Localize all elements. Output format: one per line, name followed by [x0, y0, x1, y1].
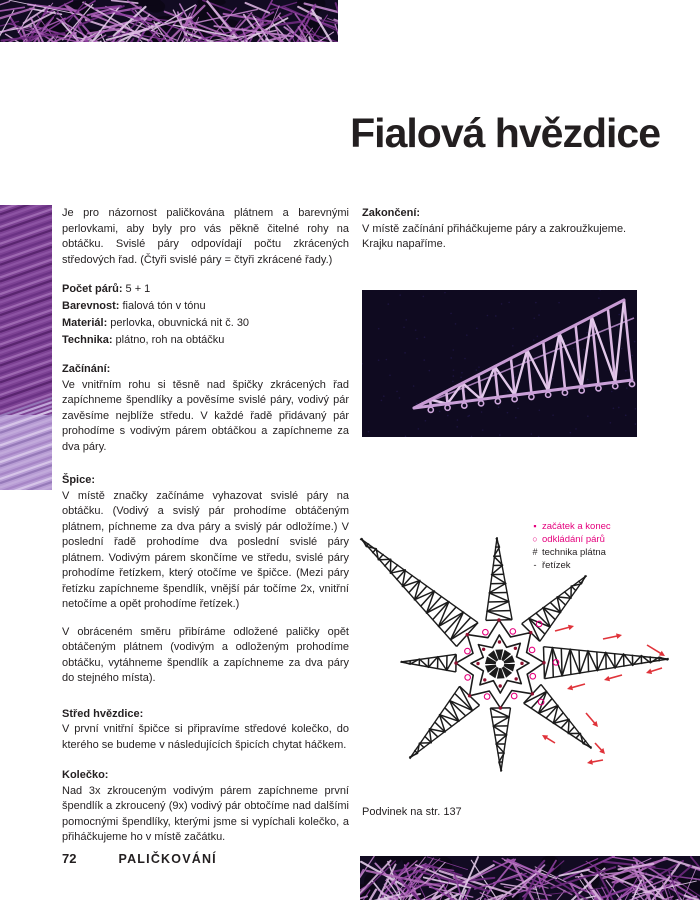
spec-colors	[62, 298, 349, 315]
section-kolecko	[62, 768, 349, 846]
specs-block	[62, 281, 349, 349]
spec-material	[62, 315, 349, 332]
spec-technique	[62, 332, 349, 349]
bottom-lace-photo	[360, 856, 700, 900]
diagram-legend	[528, 520, 693, 572]
legend-item-start-end	[528, 520, 693, 533]
right-column	[362, 206, 660, 253]
star-diagram	[358, 514, 695, 802]
start-end-icon: ▪	[533, 521, 537, 531]
section-heading: Střed hvězdice:	[62, 707, 144, 720]
section-zakonceni	[362, 206, 660, 253]
legend-label: řetízek	[542, 560, 571, 571]
spec-label: Technika:	[62, 334, 113, 346]
set-aside-pairs-icon: ○	[532, 534, 538, 544]
spec-label: Materiál:	[62, 317, 108, 329]
left-column	[62, 206, 349, 846]
legend-item-cloth-stitch	[528, 546, 693, 559]
legend-label: technika plátna	[542, 547, 606, 558]
spec-value: plátno, roh na obtáčku	[115, 334, 225, 346]
spec-label: Počet párů:	[62, 283, 123, 295]
section-heading: Kolečko:	[62, 769, 109, 781]
section-body: Nad 3x zkrouceným vodivým párem zapíchneme první špendlík a zkroucený (9x) vodivý pár obtočíme nad dalšími pomocnými špendlíky, kterými jsme si vypíchali kolečko, a přiháčkujeme ho v místě začátku.	[62, 784, 349, 843]
page-number: 72	[62, 851, 77, 866]
section-body: V místě značky začínáme vyhazovat svislé páry na obtáčku. (Vodivý a svislý pár prohodíme obtáčeným plátnem, píchneme za dva páry a svislý pár odložíme.) V poslední řadě prohodíme dva poslední svislé páry plátnem. Vodivým párem skončíme ve středu, svislé páry prohodíme řetízkem, který otočíme ve špičce. (Mezi páry řetízku zapíchneme špendlík, vnější pár točíme 2x, vnitřní netočíme a opět prohodíme řetízek.)	[62, 489, 349, 610]
section-body-continued: V obráceném směru přibíráme odložené paličky opět obtáčeným plátnem (vodivým a odloženým prohodíme obtáčku, vytáhneme špendlík a zapíchneme za dva páry do stejného místa).	[62, 625, 349, 684]
book-title: PALIČKOVÁNÍ	[118, 852, 217, 866]
section-body: V místě začínání přiháčkujeme páry a zakroužkujeme. Krajku napaříme.	[362, 222, 627, 250]
section-body: V první vnitřní špičce si připravíme středové kolečko, do kterého se budeme v následujících špicích chytat háčkem.	[62, 723, 349, 751]
section-heading: Špice:	[62, 474, 96, 486]
spec-value: 5 + 1	[125, 283, 151, 295]
diagram-caption: Podvinek na str. 137	[362, 806, 462, 818]
intro-paragraph: Je pro názornost paličkována plátnem a barevnými perlovkami, aby byly pro vás pěkně čitelné rohy na obtáčku. Svislé páry odpovídají počtu zkrácených středových řad. (Čtyři svislé páry = čtyři zkrácené řady.)	[62, 207, 349, 266]
section-heading: Začínání:	[62, 363, 111, 375]
section-body: Ve vnitřním rohu si těsně nad špičky zkrácených řad zapíchneme špendlíky a pověsíme svislé páry, vodivý pár zavěsíme nejblíže středu. V každé řadě přidávaný pár prohodíme s vodivým párem obtáčkou a zapíchneme za dva páry.	[62, 378, 349, 453]
legend-item-chain	[528, 559, 693, 572]
cloth-stitch-icon: #	[532, 547, 538, 557]
lace-spike-photo	[362, 290, 637, 437]
page-title: Fialová hvězdice	[350, 110, 660, 156]
spec-pairs	[62, 281, 349, 298]
section-heading: Zakončení:	[362, 207, 421, 219]
left-thread-photo	[0, 205, 52, 490]
spec-label: Barevnost:	[62, 300, 120, 312]
section-zacinani	[62, 362, 349, 455]
legend-item-set-aside	[528, 533, 693, 546]
spec-value: perlovka, obuvnická nit č. 30	[110, 317, 250, 329]
page-footer	[62, 851, 217, 866]
legend-label: začátek a konec	[542, 521, 611, 532]
chain-icon: -	[533, 560, 537, 570]
top-lace-photo	[0, 0, 338, 42]
spec-value: fialová tón v tónu	[122, 300, 206, 312]
section-spice	[62, 473, 349, 687]
legend-label: odkládání párů	[542, 534, 605, 545]
section-stred-hvezdice	[62, 707, 349, 754]
